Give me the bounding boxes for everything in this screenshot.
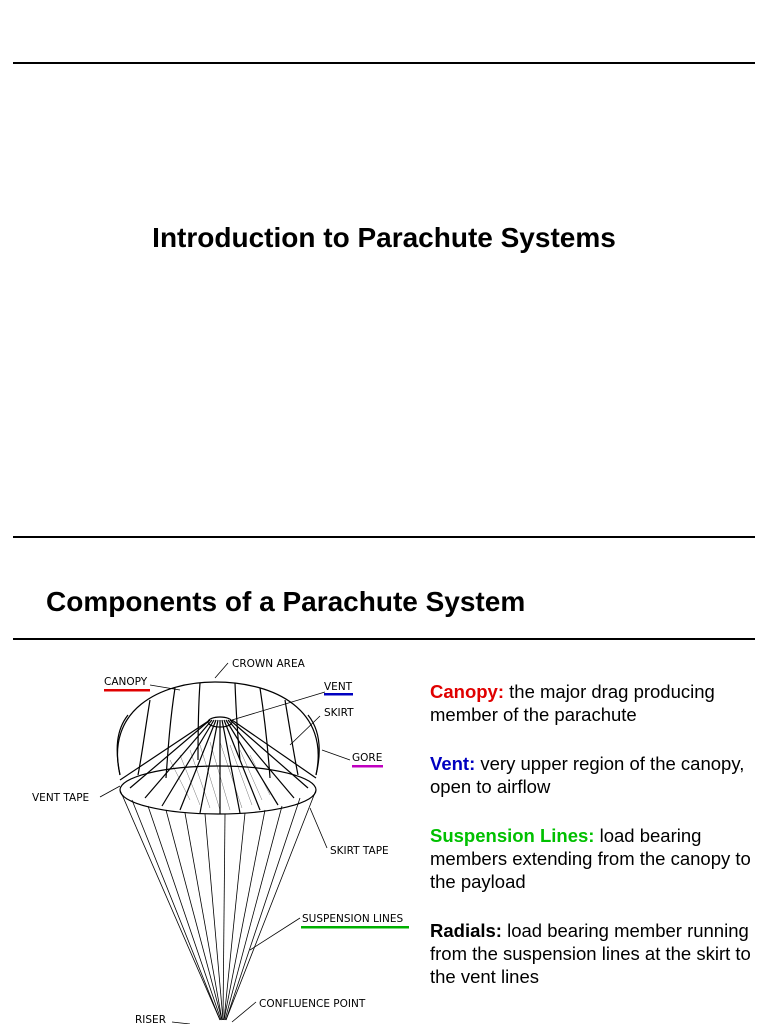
canopy-drawing bbox=[117, 682, 319, 814]
term-radials: Radials: bbox=[430, 920, 502, 941]
label-canopy: CANOPY bbox=[104, 676, 148, 688]
slide2-title: Components of a Parachute System bbox=[46, 586, 526, 617]
text-vent: very upper region of the canopy, open to airflow bbox=[430, 753, 745, 797]
gore-underline bbox=[352, 765, 383, 768]
definitions-list bbox=[430, 680, 760, 1014]
label-crown-area: CROWN AREA bbox=[232, 658, 305, 670]
label-skirt-tape: SKIRT TAPE bbox=[330, 845, 389, 857]
definition-radials bbox=[430, 919, 760, 988]
suspension-lines-drawing bbox=[120, 790, 316, 1020]
definition-suspension-lines bbox=[430, 824, 760, 893]
definition-canopy bbox=[430, 680, 760, 726]
text-radials: load bearing member running from the suspension lines at the skirt to the vent lines bbox=[430, 920, 751, 987]
parachute-diagram bbox=[20, 650, 420, 1024]
top-rule bbox=[13, 62, 755, 64]
suspension-lines-underline bbox=[301, 926, 409, 929]
label-riser: RISER bbox=[135, 1014, 166, 1024]
definition-vent bbox=[430, 752, 760, 798]
label-vent: VENT bbox=[324, 681, 353, 693]
canopy-underline bbox=[104, 689, 150, 692]
title-underline-rule bbox=[13, 638, 755, 640]
term-suspension-lines: Suspension Lines: bbox=[430, 825, 595, 846]
label-suspension-lines: SUSPENSION LINES bbox=[302, 913, 404, 925]
term-canopy: Canopy: bbox=[430, 681, 504, 702]
text-canopy: the major drag producing member of the parachute bbox=[430, 681, 715, 725]
label-gore: GORE bbox=[352, 752, 383, 764]
term-vent: Vent: bbox=[430, 753, 476, 774]
slide1-title: Introduction to Parachute Systems bbox=[152, 222, 616, 253]
vent-underline bbox=[324, 693, 353, 696]
label-vent-tape: VENT TAPE bbox=[32, 792, 90, 804]
label-confluence-point: CONFLUENCE POINT bbox=[259, 998, 366, 1010]
slide-divider bbox=[13, 536, 755, 538]
text-suspension-lines: load bearing members extending from the canopy to the payload bbox=[430, 825, 751, 892]
label-skirt: SKIRT bbox=[324, 707, 354, 719]
